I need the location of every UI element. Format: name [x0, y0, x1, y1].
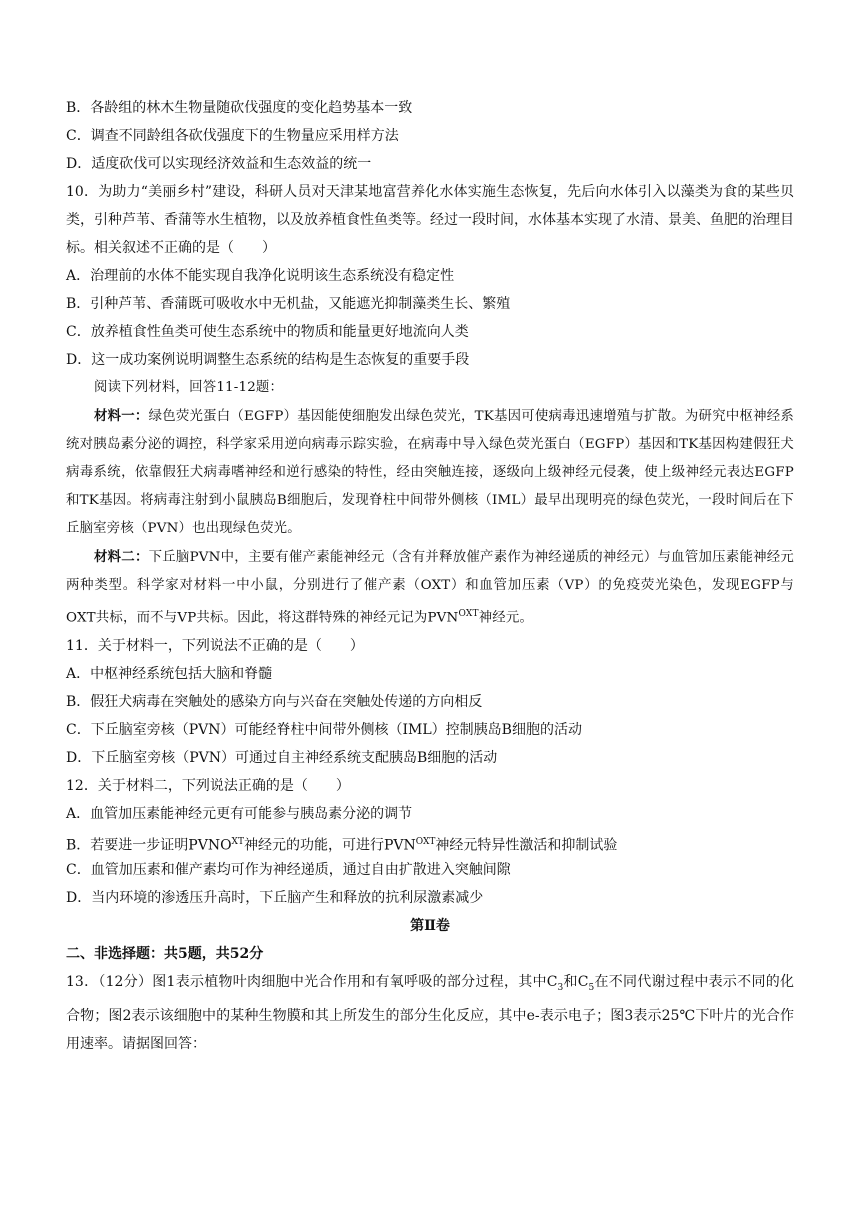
q11-option-b: B．假狂犬病毒在突触处的感染方向与兴奋在突触处传递的方向相反	[66, 694, 483, 711]
q9-option-c: C．调查不同龄组各砍伐强度下的生物量应采用样方法	[66, 128, 399, 144]
material-1-label: 材料一：	[94, 408, 149, 424]
q13-part2: 和C	[563, 974, 589, 991]
material-1-text: 绿色荧光蛋白（EGFP）基因能使细胞发出绿色荧光，TK基因可使病毒迅速增殖与扩散。为研究中枢神经系统对胰岛素分泌的调控，科学家采用逆向病毒示踪实验，在病毒中导入绿色荧光蛋白（EGFP）基因和TK基因构建假狂犬病毒系统，依靠假狂犬病毒嗜神经和逆行感染的特性，经由突触连接，逐级向上级神经元侵袭，使上级神经元表达EGFP和TK基因。将病毒注射到小鼠胰岛B细胞后，发现脊柱中间带外侧核（IML）最早出现明亮的绿色荧光，一段时间后在下丘脑室旁核（PVN）也出现绿色荧光。	[66, 409, 794, 536]
material-2-label: 材料二：	[94, 549, 149, 565]
q13-sub3: 3	[557, 983, 564, 994]
q10-option-c: C．放养植食性鱼类可使生态系统中的物质和能量更好地流向人类	[66, 324, 469, 340]
q11-option-a: A．中枢神经系统包括大脑和脊髓	[66, 666, 273, 683]
material-2-tail: 神经元。	[478, 610, 534, 626]
q12-stem: 12．关于材料二，下列说法正确的是（ ）	[66, 778, 350, 795]
q11-option-d: D．下丘脑室旁核（PVN）可通过自主神经系统支配胰岛B细胞的活动	[66, 750, 498, 767]
q12-option-b	[66, 828, 794, 856]
q13-stem	[66, 968, 794, 1058]
material-2	[66, 543, 794, 632]
material-2-text: 下丘脑PVN中，主要有催产素能神经元（含有并释放催产素作为神经递质的神经元）与血管加压素能神经元两种类型。科学家对材料一中小鼠，分别进行了催产素（OXT）和血管加压素（VP）的免疫荧光染色，发现EGFP与OXT共标，而不与VP共标。因此，将这群特殊的神经元记为PVN	[66, 550, 794, 626]
q9-option-d: D．适度砍伐可以实现经济效益和生态效益的统一	[66, 156, 372, 172]
q10-option-d: D．这一成功案例说明调整生态系统的结构是生态恢复的重要手段	[66, 352, 470, 368]
reading-intro: 阅读下列材料，回答11-12题：	[94, 380, 284, 395]
q10-stem: 10．为助力“美丽乡村”建设，科研人员对天津某地富营养化水体实施生态恢复，先后向水体引入以藻类为食的某些贝类，引种芦苇、香蒲等水生植物，以及放养植食性鱼类等。经过一段时间，水体基本实现了水清、景美、鱼肥的治理目标。相关叙述不正确的是（ ）	[66, 184, 794, 256]
q13-sub5: 5	[588, 983, 595, 994]
q9-option-b: B．各龄组的林木生物量随砍伐强度的变化趋势基本一致	[66, 100, 413, 116]
q13-part3: 在不同代谢过程中表示不同的化合物；图2表示该细胞中的某种生物膜和其上所发生的部分生化反应，其中e-表示电子；图3表示25℃下叶片的光合作用速率。请据图回答：	[66, 974, 795, 1053]
page-content	[66, 94, 794, 1058]
q10-option-b: B．引种芦苇、香蒲既可吸收水中无机盐，又能遮光抑制藻类生长、繁殖	[66, 296, 511, 312]
q12-b-sup1: XT	[231, 837, 244, 848]
section-2-heading: 二、非选择题：共5题，共52分	[66, 946, 264, 963]
q11-option-c: C．下丘脑室旁核（PVN）可能经脊柱中间带外侧核（IML）控制胰岛B细胞的活动	[66, 722, 582, 739]
material-1	[66, 402, 794, 543]
material-2-sup: OXT	[458, 609, 479, 619]
q12-option-a: A．血管加压素能神经元更有可能参与胰岛素分泌的调节	[66, 806, 413, 823]
q12-b-mid: 神经元的功能，可进行PVN	[243, 838, 416, 855]
q12-b-post: 神经元特异性激活和抑制试验	[435, 838, 618, 855]
part-2-title: 第Ⅱ卷	[410, 918, 450, 935]
q12-option-d: D．当内环境的渗透压升高时，下丘脑产生和释放的抗利尿激素减少	[66, 890, 484, 907]
q13-part1: 13．（12分）图1表示植物叶肉细胞中光合作用和有氧呼吸的部分过程，其中C	[66, 974, 558, 991]
q10-option-a: A．治理前的水体不能实现自我净化说明该生态系统没有稳定性	[66, 268, 455, 284]
q12-option-c: C．血管加压素和催产素均可作为神经递质，通过自由扩散进入突触间隙	[66, 862, 511, 879]
q12-b-pre: B．若要进一步证明PVNO	[66, 838, 232, 855]
q11-stem: 11．关于材料一，下列说法不正确的是（ ）	[66, 638, 364, 655]
q12-b-sup2: OXT	[415, 837, 436, 848]
